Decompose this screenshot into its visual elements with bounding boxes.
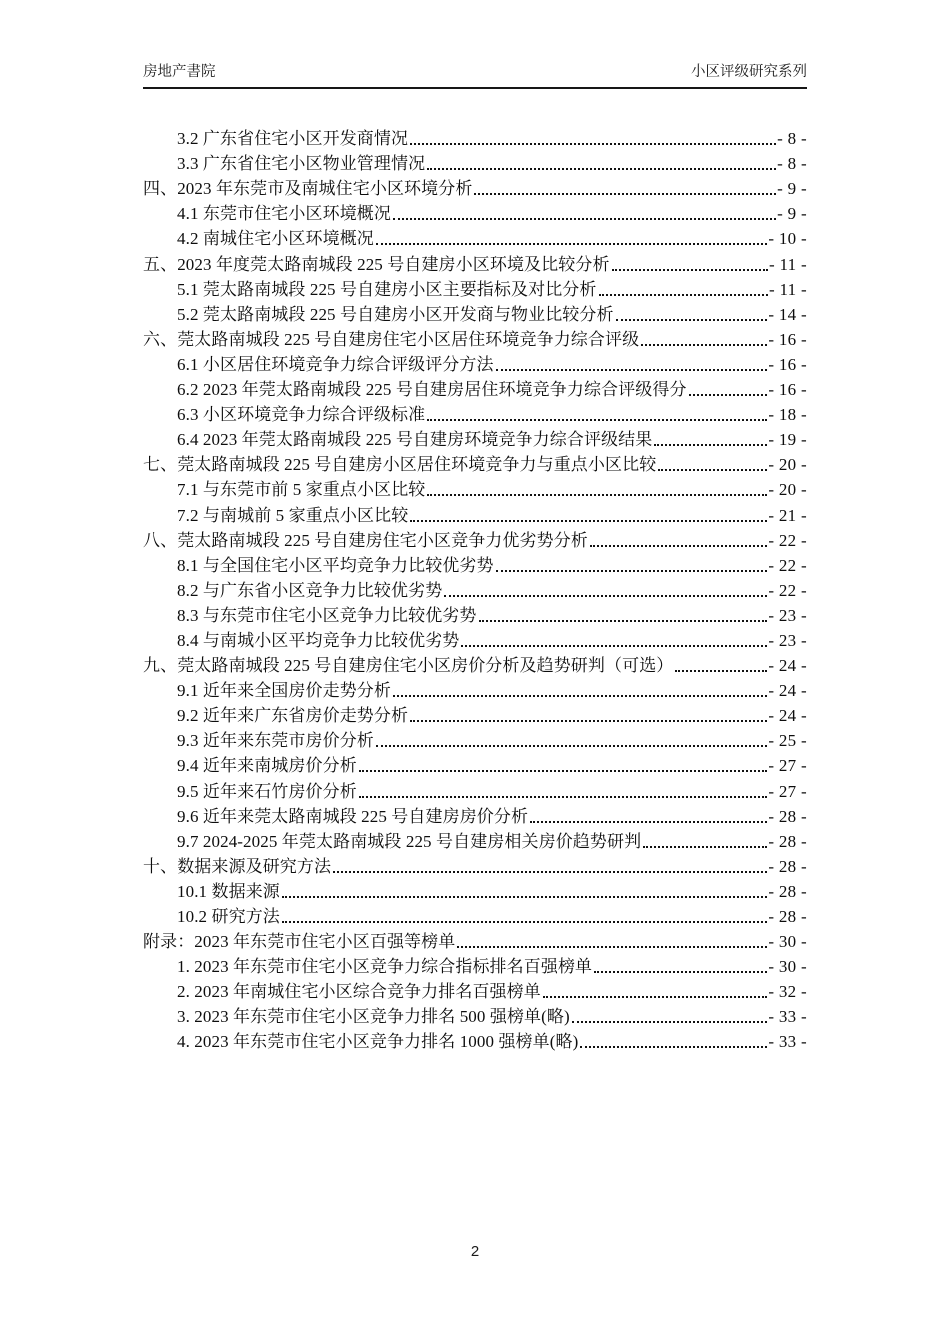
- toc-dot-leader: [410, 520, 767, 522]
- toc-dot-leader: [427, 494, 767, 496]
- toc-dot-leader: [282, 896, 767, 898]
- toc-entry-label: 10.2 研究方法: [177, 907, 280, 926]
- toc-entry-label: 3. 2023 年东莞市住宅小区竞争力排名 500 强榜单(略): [177, 1007, 570, 1027]
- toc-entry-page: - 28 -: [768, 907, 807, 926]
- toc-entry[interactable]: [143, 401, 807, 426]
- toc-entry-label: 1. 2023 年东莞市住宅小区竞争力综合指标排名百强榜单: [177, 957, 593, 977]
- toc-entry-page: - 27 -: [768, 781, 807, 801]
- toc-dot-leader: [410, 720, 767, 722]
- toc-entry[interactable]: [143, 476, 807, 501]
- page-number: 2: [470, 1243, 480, 1260]
- toc-entry-page: - 22 -: [768, 530, 807, 550]
- toc-entry[interactable]: [143, 677, 807, 702]
- toc-entry-label: 9.1 近年来全国房价走势分析: [177, 681, 391, 701]
- toc-entry-page: - 20 -: [768, 480, 807, 500]
- header-right-title: 小区评级研究系列: [691, 64, 807, 80]
- toc-dot-leader: [333, 871, 767, 873]
- toc-entry-label: 9.5 近年来石竹房价分析: [177, 781, 357, 801]
- toc-entry-label: 8.1 与全国住宅小区平均竞争力比较优劣势: [177, 555, 494, 575]
- toc-entry-label: 4. 2023 年东莞市住宅小区竞争力排名 1000 强榜单(略): [177, 1032, 579, 1052]
- toc-dot-leader: [393, 695, 767, 697]
- toc-entry-page: - 25 -: [768, 731, 807, 751]
- toc-entry[interactable]: [143, 1028, 807, 1053]
- toc-entry-label: 附录：2023 年东莞市住宅小区百强等榜单: [143, 932, 456, 952]
- toc-entry[interactable]: [143, 527, 807, 552]
- toc-dot-leader: [543, 996, 768, 998]
- toc-entry[interactable]: [143, 777, 807, 802]
- toc-entry-label: 五、2023 年度莞太路南城段 225 号自建房小区环境及比较分析: [143, 254, 610, 274]
- toc-dot-leader: [359, 796, 768, 798]
- toc-entry[interactable]: [143, 301, 807, 326]
- toc-dot-leader: [461, 645, 767, 647]
- toc-dot-leader: [572, 1021, 768, 1023]
- toc-entry[interactable]: [143, 953, 807, 978]
- toc-entry[interactable]: [143, 150, 807, 175]
- toc-dot-leader: [474, 193, 776, 195]
- page-header: [143, 0, 807, 89]
- toc-entry-page: - 28 -: [768, 881, 807, 901]
- toc-entry-label: 6.2 2023 年莞太路南城段 225 号自建房居住环境竞争力综合评级得分: [177, 380, 687, 400]
- toc-entry-label: 4.2 南城住宅小区环境概况: [177, 229, 374, 249]
- toc-entry[interactable]: [143, 878, 807, 903]
- toc-entry-label: 6.1 小区居住环境竞争力综合评级评分方法: [177, 354, 494, 374]
- toc-entry-label: 6.4 2023 年莞太路南城段 225 号自建房环境竞争力综合评级结果: [177, 430, 653, 450]
- toc-dot-leader: [590, 545, 767, 547]
- toc-entry-label: 8.3 与东莞市住宅小区竞争力比较优劣势: [177, 605, 477, 625]
- toc-entry[interactable]: [143, 803, 807, 828]
- toc-dot-leader: [612, 269, 768, 271]
- toc-dot-leader: [689, 394, 768, 396]
- toc-entry-page: - 22 -: [768, 555, 807, 575]
- toc-entry[interactable]: [143, 828, 807, 853]
- toc-dot-leader: [616, 319, 768, 321]
- toc-entry-page: - 10 -: [768, 229, 807, 249]
- toc-entry-page: - 16 -: [768, 380, 807, 400]
- toc-dot-leader: [479, 620, 768, 622]
- toc-entry-page: - 28 -: [768, 831, 807, 851]
- toc-entry-page: - 30 -: [768, 957, 807, 977]
- toc-entry[interactable]: [143, 351, 807, 376]
- toc-entry[interactable]: [143, 200, 807, 225]
- toc-dot-leader: [359, 770, 768, 772]
- toc-dot-leader: [427, 419, 767, 421]
- toc-entry-label: 八、莞太路南城段 225 号自建房住宅小区竞争力优劣势分析: [143, 530, 588, 550]
- toc-dot-leader: [675, 670, 767, 672]
- toc-entry-label: 九、莞太路南城段 225 号自建房住宅小区房价分析及趋势研判（可选）: [143, 656, 674, 676]
- toc-entry[interactable]: [143, 978, 807, 1003]
- toc-entry-label: 3.3 广东省住宅小区物业管理情况: [177, 154, 426, 174]
- toc-dot-leader: [530, 821, 767, 823]
- toc-dot-leader: [457, 946, 767, 948]
- toc-entry[interactable]: [143, 451, 807, 476]
- toc-entry[interactable]: [143, 276, 807, 301]
- toc-entry[interactable]: [143, 652, 807, 677]
- toc-entry-label: 7.2 与南城前 5 家重点小区比较: [177, 505, 409, 525]
- toc-entry-label: 10.1 数据来源: [177, 881, 280, 901]
- toc-entry-label: 六、莞太路南城段 225 号自建房住宅小区居住环境竞争力综合评级: [143, 329, 640, 349]
- toc-entry-page: - 28 -: [768, 856, 807, 876]
- toc-entry[interactable]: [143, 125, 807, 150]
- toc-entry-page: - 23 -: [768, 605, 807, 625]
- toc-dot-leader: [580, 1046, 767, 1048]
- toc-entry-label: 7.1 与东莞市前 5 家重点小区比较: [177, 480, 426, 500]
- toc-entry-page: - 24 -: [768, 681, 807, 701]
- toc-entry-page: - 19 -: [768, 430, 807, 450]
- toc-entry[interactable]: [143, 853, 807, 878]
- toc-entry-page: - 11 -: [769, 279, 807, 299]
- toc-entry-page: - 11 -: [769, 254, 807, 274]
- toc-entry-label: 5.2 莞太路南城段 225 号自建房小区开发商与物业比较分析: [177, 304, 614, 324]
- toc-entry-label: 6.3 小区环境竞争力综合评级标准: [177, 405, 426, 425]
- toc-entry[interactable]: [143, 752, 807, 777]
- toc-entry-page: - 24 -: [768, 706, 807, 726]
- toc-entry-label: 9.6 近年来莞太路南城段 225 号自建房房价分析: [177, 806, 529, 826]
- toc-entry-page: - 20 -: [768, 455, 807, 475]
- toc-dot-leader: [282, 921, 767, 923]
- toc-entry-label: 5.1 莞太路南城段 225 号自建房小区主要指标及对比分析: [177, 279, 597, 299]
- toc-entry[interactable]: [143, 376, 807, 401]
- toc-entry[interactable]: [143, 627, 807, 652]
- toc-entry-page: - 18 -: [768, 405, 807, 425]
- toc-entry[interactable]: [143, 702, 807, 727]
- toc-entry[interactable]: [143, 727, 807, 752]
- toc-dot-leader: [594, 971, 767, 973]
- toc-entry-page: - 8 -: [777, 154, 807, 174]
- toc-entry-label: 8.4 与南城小区平均竞争力比较优劣势: [177, 630, 460, 650]
- toc-entry-page: - 27 -: [768, 756, 807, 776]
- toc-entry[interactable]: [143, 602, 807, 627]
- toc-dot-leader: [599, 294, 769, 296]
- toc-entry-label: 3.2 广东省住宅小区开发商情况: [177, 129, 409, 149]
- toc-entry[interactable]: [143, 928, 807, 953]
- toc-entry-page: - 23 -: [768, 630, 807, 650]
- toc-dot-leader: [643, 846, 767, 848]
- toc-entry[interactable]: [143, 426, 807, 451]
- toc-entry[interactable]: [143, 552, 807, 577]
- toc-entry[interactable]: [143, 326, 807, 351]
- toc-dot-leader: [654, 444, 767, 446]
- toc-entry-page: - 9 -: [777, 204, 807, 224]
- toc-entry-page: - 16 -: [768, 354, 807, 374]
- toc-entry-label: 9.2 近年来广东省房价走势分析: [177, 706, 409, 726]
- toc-dot-leader: [496, 369, 768, 371]
- toc-entry-label: 四、2023 年东莞市及南城住宅小区环境分析: [143, 179, 473, 199]
- toc-dot-leader: [376, 745, 767, 747]
- toc-entry-page: - 22 -: [768, 580, 807, 600]
- toc-entry[interactable]: [143, 903, 807, 928]
- toc-dot-leader: [393, 218, 776, 220]
- toc-entry-page: - 21 -: [768, 505, 807, 525]
- toc-dot-leader: [658, 469, 767, 471]
- toc-entry[interactable]: [143, 250, 807, 275]
- toc-dot-leader: [376, 243, 767, 245]
- toc-entry-page: - 32 -: [768, 982, 807, 1002]
- toc-entry-label: 9.7 2024-2025 年莞太路南城段 225 号自建房相关房价趋势研判: [177, 831, 642, 851]
- page-footer: [0, 1243, 950, 1260]
- toc-list: [143, 125, 807, 1053]
- header-left-title: 房地产書院: [143, 64, 216, 80]
- toc-entry-page: - 14 -: [768, 304, 807, 324]
- toc-entry-label: 十、数据来源及研究方法: [143, 856, 332, 876]
- toc-entry[interactable]: [143, 501, 807, 526]
- toc-entry-label: 七、莞太路南城段 225 号自建房小区居住环境竞争力与重点小区比较: [143, 455, 657, 475]
- toc-entry-page: - 30 -: [768, 932, 807, 952]
- toc-entry-label: 8.2 与广东省小区竞争力比较优劣势: [177, 580, 443, 600]
- toc-entry-page: - 9 -: [777, 179, 807, 199]
- toc-entry-page: - 28 -: [768, 806, 807, 826]
- toc-entry[interactable]: [143, 1003, 807, 1028]
- toc-entry-label: 9.4 近年来南城房价分析: [177, 756, 357, 776]
- toc-entry[interactable]: [143, 577, 807, 602]
- toc-entry[interactable]: [143, 175, 807, 200]
- toc-dot-leader: [496, 570, 768, 572]
- toc-entry-page: - 33 -: [768, 1032, 807, 1052]
- toc-entry-page: - 24 -: [768, 656, 807, 676]
- toc-dot-leader: [427, 168, 776, 170]
- toc-dot-leader: [444, 595, 767, 597]
- toc-entry-page: - 8 -: [777, 129, 807, 149]
- toc-dot-leader: [641, 344, 767, 346]
- toc-entry-page: - 16 -: [768, 329, 807, 349]
- toc-entry-label: 4.1 东莞市住宅小区环境概况: [177, 204, 391, 224]
- toc-entry-page: - 33 -: [768, 1007, 807, 1027]
- toc-entry-label: 9.3 近年来东莞市房价分析: [177, 731, 374, 751]
- toc-entry[interactable]: [143, 225, 807, 250]
- toc-entry-label: 2. 2023 年南城住宅小区综合竞争力排名百强榜单: [177, 982, 541, 1002]
- toc-dot-leader: [410, 143, 776, 145]
